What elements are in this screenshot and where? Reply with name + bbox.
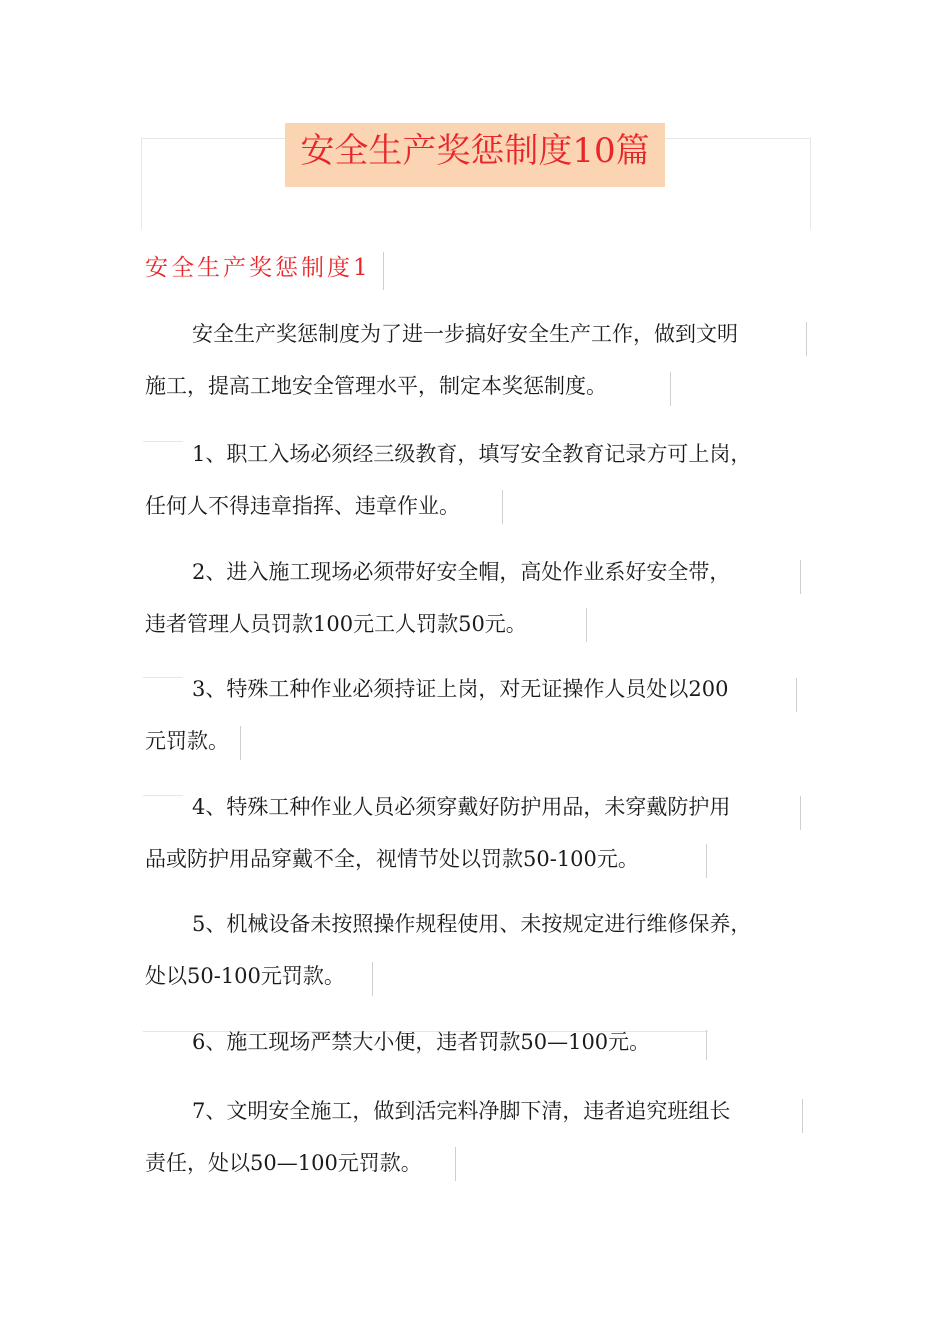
paragraph-item-7: [145, 1085, 810, 1189]
paragraph-line: 处以50-100元罚款。: [145, 964, 345, 988]
paragraph-line: 安全生产奖惩制度为了进一步搞好安全生产工作，做到文明: [192, 322, 738, 346]
margin-mark: [706, 1030, 707, 1060]
margin-mark: [706, 844, 707, 878]
paragraph-line: 7、文明安全施工，做到活完料净脚下清，违者追究班组长: [192, 1099, 731, 1123]
margin-mark: [670, 372, 671, 406]
paragraph-item-3: [145, 663, 810, 767]
paragraph-line: 3、特殊工种作业必须持证上岗，对无证操作人员处以200: [192, 677, 729, 701]
paragraph-line: 4、特殊工种作业人员必须穿戴好防护用品，未穿戴防护用: [192, 795, 731, 819]
paragraph-line: 2、进入施工现场必须带好安全帽，高处作业系好安全带，: [192, 560, 731, 584]
paragraph-line: 5、机械设备未按照操作规程使用、未按规定进行维修保养，: [192, 912, 752, 936]
margin-mark: [800, 560, 801, 594]
margin-mark: [796, 678, 797, 712]
paragraph-item-2: [145, 546, 810, 650]
paragraph-line: 违者管理人员罚款100元工人罚款50元。: [145, 612, 527, 636]
paragraph-item-5: [145, 898, 810, 1002]
paragraph-line: 施工，提高工地安全管理水平，制定本奖惩制度。: [145, 374, 607, 398]
margin-mark: [455, 1147, 456, 1181]
section-heading: 安全生产奖惩制度1: [145, 255, 371, 281]
paragraph-line: 6、施工现场严禁大小便，违者罚款50—100元。: [192, 1030, 651, 1054]
margin-mark: [240, 726, 241, 760]
paragraph-line: 1、职工入场必须经三级教育，填写安全教育记录方可上岗，: [192, 442, 752, 466]
text-cursor-mark: [383, 252, 384, 290]
paragraph-line: 责任，处以50—100元罚款。: [145, 1151, 422, 1175]
paragraph-item-4: [145, 781, 810, 885]
paragraph-intro: [145, 308, 810, 412]
document-title: 安全生产奖惩制度10篇: [285, 123, 665, 187]
margin-mark: [802, 1099, 803, 1133]
paragraph-line: 品或防护用品穿戴不全，视情节处以罚款50-100元。: [145, 847, 639, 871]
margin-mark: [372, 962, 373, 996]
paragraph-item-1: [145, 428, 810, 532]
paragraph-item-6: [145, 1016, 810, 1068]
paragraph-line: 元罚款。: [145, 729, 229, 753]
paragraph-line: 任何人不得违章指挥、违章作业。: [145, 494, 460, 518]
margin-mark: [800, 796, 801, 830]
margin-mark: [502, 490, 503, 524]
margin-mark: [806, 322, 807, 356]
margin-mark: [586, 608, 587, 642]
